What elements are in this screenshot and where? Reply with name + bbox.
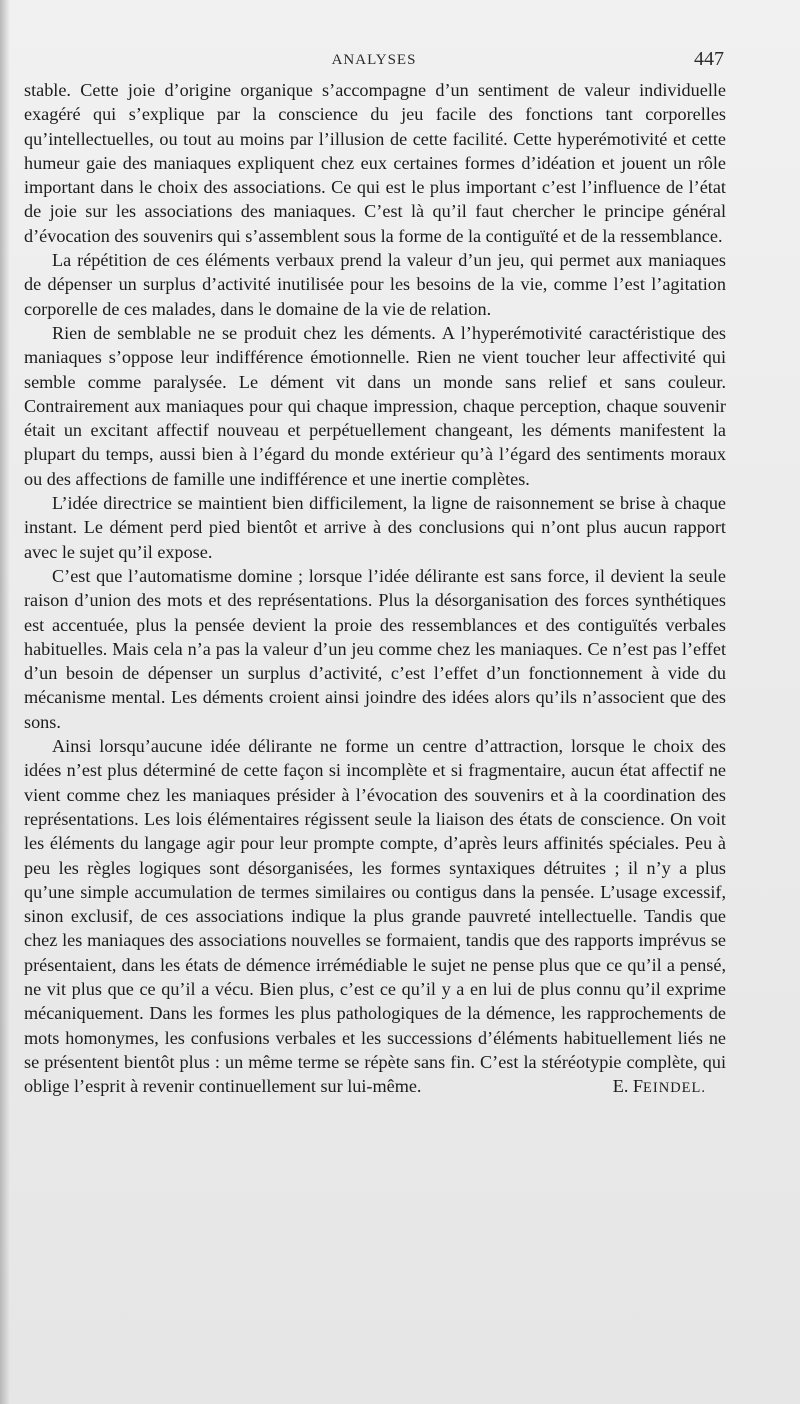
paragraph-3: Rien de semblable ne se produit chez les déments. A l’hyperémotivité caractéristique des maniaques s’oppose leur indifférence émotionnelle. Rien ne vient toucher leur affectivité qui semble comme paralysée. Le dément vit dans un monde sans relief et sans couleur. Contrairement aux maniaques pour qui chaque impression, chaque perception, chaque souvenir était un excitant affectif nouveau et perpétuellement changeant, les déments manifestent la plupart du temps, aussi bien à l’égard du monde extérieur qu’à l’égard des sentiments moraux ou des affections de famille une indifférence et une inertie complètes. [24, 322, 726, 489]
paragraph-5: C’est que l’automatisme domine ; lorsque l’idée délirante est sans force, il devient la seule raison d’union des mots et des représentations. Plus la désorganisation des forces synthétiques est accentuée, plus la pensée devient la proie des ressemblances et des contiguïtés verbales habituelles. Mais cela n’a pas la valeur d’un jeu comme chez les maniaques. Ce n’est pas l’effet d’un besoin de dépenser un surplus d’activité, c’est l’effet d’un fonctionnement à vide du mécanisme mental. Les déments croient ainsi joindre des idées alors qu’ils n’associent que des sons. [24, 565, 726, 732]
page-header [24, 48, 724, 74]
page-number: 447 [694, 48, 724, 70]
binding-shadow [0, 0, 10, 1404]
author-signature [585, 1074, 706, 1100]
paragraph-4: L’idée directrice se maintient bien difficilement, la ligne de raisonnement se brise à chaque instant. Le dément perd pied bientôt et arrive à des conclusions qui n’ont plus aucun rapport avec le sujet qu’il expose. [24, 493, 726, 562]
paragraph-2: La répétition de ces éléments verbaux prend la valeur d’un jeu, qui permet aux maniaques de dépenser un surplus d’activité inutilisée pour les besoins de la vie, comme l’est l’agitation corporelle de ces malades, dans le domaine de la vie de relation. [24, 250, 726, 319]
paragraph-6-text: Ainsi lorsqu’aucune idée délirante ne forme un centre d’attraction, lorsque le choix des idées n’est plus déterminé de cette façon si incomplète et si fragmentaire, aucun état affectif ne vient comme chez les maniaques présider à l’évocation des souvenirs et à la coordination des représentations. Les lois élémentaires régissent seule la liaison des états de conscience. On voit les éléments du langage agir pour leur prompte compte, d’après leurs affinités spéciales. Peu à peu les règles logiques sont désorganisées, les formes syntaxiques détruites ; il n’y a plus qu’une simple accumulation de termes similaires ou contigus dans la pensée. L’usage excessif, sinon exclusif, de ces associations indique la plus grande pauvreté intellectuelle. Tandis que chez les maniaques des associations nouvelles se formaient, tandis que des rapports imprévus se présentaient, dans les états de démence irrémédiable le sujet ne pense plus que ce qu’il a pensé, ne vit plus que ce qu’il a vécu. Bien plus, c’est ce qu’il y a en lui de plus connu qu’il exprime mécaniquement. Dans les formes les plus pathologiques de la démence, les rapprochements de mots homonymes, les confusions verbales et les successions d’éléments habituellement liés ne se présentent bientôt plus : un même terme se répète sans fin. C’est la stéréotypie complète, qui oblige l’esprit à revenir continuellement sur lui-même. [24, 736, 726, 1097]
signature-initial: E. F [612, 1076, 644, 1097]
paragraph-6 [24, 734, 726, 1098]
signature-surname: EINDEL. [643, 1080, 706, 1097]
article-body [24, 78, 726, 1100]
paragraph-1: stable. Cette joie d’origine organique s’accompagne d’un sentiment de valeur individuelle exagéré qui s’explique par la conscience du jeu facile des fonctions tant corporelles qu’intellectuelles, ou tout au moins par l’illusion de cette facilité. Cette hyperémotivité et cette humeur gaie des maniaques expliquent chez eux certaines formes d’idéation et jouent un rôle important dans le choix des associations. Ce qui est le plus important c’est l’influence de l’état de joie sur les associations des maniaques. C’est là qu’il faut chercher le principe général d’évocation des souvenirs qui s’assemblent sous la forme de la contiguïté et de la ressemblance. [24, 80, 726, 246]
running-title: ANALYSES [331, 52, 417, 68]
